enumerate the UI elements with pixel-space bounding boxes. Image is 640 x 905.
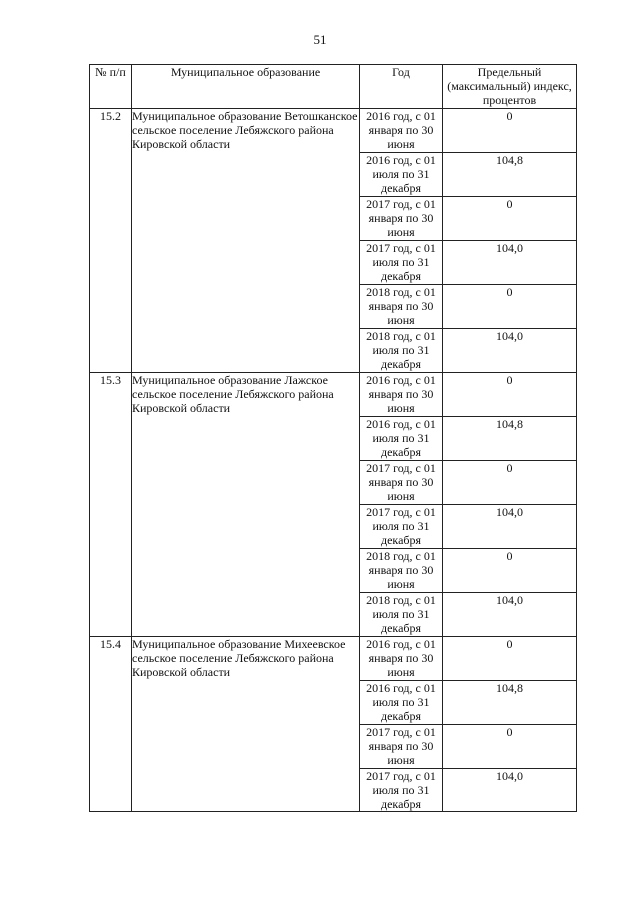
year-period: 2018 год, с 01 января по 30 июня	[360, 549, 443, 593]
index-value: 0	[443, 637, 577, 681]
table-row	[90, 373, 577, 417]
year-period: 2016 год, с 01 июля по 31 декабря	[360, 153, 443, 197]
year-period: 2017 год, с 01 июля по 31 декабря	[360, 505, 443, 549]
table-header-row	[90, 65, 577, 109]
index-value: 104,8	[443, 681, 577, 725]
year-period: 2016 год, с 01 июля по 31 декабря	[360, 681, 443, 725]
year-period: 2017 год, с 01 января по 30 июня	[360, 461, 443, 505]
row-number: 15.4	[90, 637, 132, 812]
table-row	[90, 109, 577, 153]
year-period: 2016 год, с 01 января по 30 июня	[360, 109, 443, 153]
row-number: 15.2	[90, 109, 132, 373]
index-value: 104,0	[443, 505, 577, 549]
index-value: 104,8	[443, 153, 577, 197]
year-period: 2018 год, с 01 января по 30 июня	[360, 285, 443, 329]
index-value: 0	[443, 461, 577, 505]
index-value: 104,0	[443, 769, 577, 812]
index-value: 0	[443, 549, 577, 593]
year-period: 2017 год, с 01 января по 30 июня	[360, 725, 443, 769]
year-period: 2017 год, с 01 июля по 31 декабря	[360, 241, 443, 285]
page-number: 51	[313, 32, 327, 47]
index-value: 0	[443, 725, 577, 769]
index-value: 0	[443, 197, 577, 241]
row-number: 15.3	[90, 373, 132, 637]
header-year: Год	[360, 65, 443, 109]
header-number: № п/п	[90, 65, 132, 109]
index-value: 104,8	[443, 417, 577, 461]
municipality-name: Муниципальное образование Лажское сельское поселение Лебяжского района Кировской области	[132, 373, 360, 637]
index-value: 0	[443, 285, 577, 329]
year-period: 2017 год, с 01 июля по 31 декабря	[360, 769, 443, 812]
index-value: 104,0	[443, 241, 577, 285]
year-period: 2016 год, с 01 июля по 31 декабря	[360, 417, 443, 461]
tariff-index-table	[89, 64, 577, 812]
table-row	[90, 637, 577, 681]
municipality-name: Муниципальное образование Михеевское сельское поселение Лебяжского района Кировской области	[132, 637, 360, 812]
index-value: 0	[443, 109, 577, 153]
index-value: 104,0	[443, 593, 577, 637]
header-municipality: Муниципальное образование	[132, 65, 360, 109]
year-period: 2018 год, с 01 июля по 31 декабря	[360, 329, 443, 373]
year-period: 2018 год, с 01 июля по 31 декабря	[360, 593, 443, 637]
index-value: 104,0	[443, 329, 577, 373]
year-period: 2016 год, с 01 января по 30 июня	[360, 637, 443, 681]
municipality-name: Муниципальное образование Ветошканское сельское поселение Лебяжского района Кировской области	[132, 109, 360, 373]
year-period: 2016 год, с 01 января по 30 июня	[360, 373, 443, 417]
year-period: 2017 год, с 01 января по 30 июня	[360, 197, 443, 241]
header-index: Предельный (максимальный) индекс, процентов	[443, 65, 577, 109]
index-value: 0	[443, 373, 577, 417]
